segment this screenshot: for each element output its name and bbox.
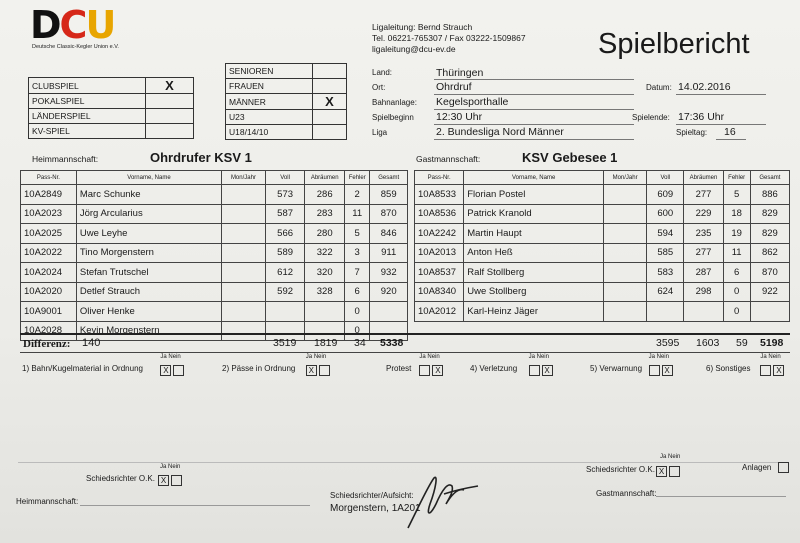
- player-year: [222, 185, 266, 205]
- player-row: [21, 302, 408, 322]
- logo-subtitle: Deutsche Classic-Kegler Union e.V.: [32, 44, 119, 50]
- player-row: [415, 204, 790, 224]
- home-total-voll: 3519: [273, 337, 297, 349]
- col-abr: Abräumen: [305, 171, 345, 185]
- sr-ok-right-boxes: [654, 463, 680, 481]
- col-gesamt: Gesamt: [750, 171, 789, 185]
- player-fehler: 6: [345, 282, 370, 302]
- category-box: [225, 63, 347, 140]
- player-row: [21, 204, 408, 224]
- player-abr: 298: [684, 282, 723, 302]
- player-name: Detlef Strauch: [76, 282, 221, 302]
- home-team-label: Heimmannschaft:: [32, 154, 99, 164]
- col-gesamt: Gesamt: [370, 171, 408, 185]
- player-abr: [305, 302, 345, 322]
- player-name: Oliver Henke: [76, 302, 221, 322]
- player-pass: 10A2012: [415, 302, 464, 322]
- player-year: [222, 204, 266, 224]
- game-type-row: [29, 124, 194, 139]
- player-gesamt: 886: [750, 185, 789, 205]
- player-abr: 286: [305, 185, 345, 205]
- game-type-mark[interactable]: [146, 109, 194, 124]
- player-year: [603, 282, 646, 302]
- player-abr: 283: [305, 204, 345, 224]
- sr-ok-left-nein-checkbox[interactable]: [171, 475, 182, 486]
- player-row: [21, 224, 408, 244]
- player-fehler: 0: [723, 282, 750, 302]
- player-pass: 10A9001: [21, 302, 77, 322]
- player-row: [415, 263, 790, 283]
- player-abr: 287: [684, 263, 723, 283]
- player-fehler: 6: [723, 263, 750, 283]
- check-ja-checkbox[interactable]: X: [160, 365, 171, 376]
- player-row: [415, 282, 790, 302]
- category-label: MÄNNER: [226, 94, 313, 110]
- guest-total-gesamt: 5198: [760, 337, 784, 349]
- dcu-logo: [30, 3, 120, 54]
- player-pass: 10A2028: [21, 321, 77, 341]
- category-label: U18/14/10: [226, 125, 313, 140]
- player-row: [21, 263, 408, 283]
- spieltag-value: 16: [724, 126, 736, 138]
- player-voll: 583: [647, 263, 684, 283]
- check-label: 2) Pässe in Ordnung: [222, 364, 296, 373]
- check-label: 4) Verletzung: [470, 364, 518, 373]
- game-type-mark[interactable]: [146, 94, 194, 109]
- check-nein-checkbox[interactable]: X: [773, 365, 784, 376]
- player-fehler: 11: [723, 243, 750, 263]
- game-type-box: [28, 77, 194, 139]
- player-year: [603, 185, 646, 205]
- player-gesamt: [370, 302, 408, 322]
- check-boxes: [647, 362, 673, 380]
- check-boxes: [304, 362, 330, 380]
- liga-value: 2. Bundesliga Nord Männer: [436, 126, 564, 138]
- contact-line-3: ligaleitung@dcu-ev.de: [372, 44, 456, 54]
- sr-ok-right-ja-checkbox[interactable]: X: [656, 466, 667, 477]
- game-type-label: POKALSPIEL: [29, 94, 146, 109]
- home-players-table: [20, 170, 408, 341]
- check-nein-checkbox[interactable]: X: [662, 365, 673, 376]
- home-total-abr: 1819: [314, 337, 338, 349]
- player-abr: 277: [684, 185, 723, 205]
- player-fehler: 18: [723, 204, 750, 224]
- check-label: Protest: [386, 364, 412, 373]
- player-gesamt: 829: [750, 204, 789, 224]
- col-voll: Voll: [647, 171, 684, 185]
- gast-sign-label: Gastmannschaft:: [596, 489, 657, 498]
- signature-icon: [400, 464, 490, 534]
- anlagen-checkbox[interactable]: [778, 462, 789, 473]
- game-type-label: LÄNDERSPIEL: [29, 109, 146, 124]
- player-voll: 600: [647, 204, 684, 224]
- game-type-label: KV-SPIEL: [29, 124, 146, 139]
- guest-total-abr: 1603: [696, 337, 720, 349]
- check-ja-checkbox[interactable]: [529, 365, 540, 376]
- game-type-row: [29, 94, 194, 109]
- col-year: Mon/Jahr: [603, 171, 646, 185]
- player-row: [21, 282, 408, 302]
- player-year: [222, 243, 266, 263]
- check-boxes: [527, 362, 553, 380]
- player-voll: 589: [265, 243, 305, 263]
- check-boxes: [417, 362, 443, 380]
- datum-value: 14.02.2016: [678, 81, 731, 93]
- check-ja-checkbox[interactable]: [760, 365, 771, 376]
- player-voll: 566: [265, 224, 305, 244]
- player-fehler: 2: [345, 185, 370, 205]
- col-name: Vorname, Name: [76, 171, 221, 185]
- player-abr: 328: [305, 282, 345, 302]
- col-fehler: Fehler: [345, 171, 370, 185]
- guest-total-voll: 3595: [656, 337, 680, 349]
- player-voll: 594: [647, 224, 684, 244]
- category-label: U23: [226, 110, 313, 125]
- player-gesamt: 846: [370, 224, 408, 244]
- player-fehler: 19: [723, 224, 750, 244]
- category-row: [226, 110, 347, 125]
- sr-ok-right-nein-checkbox[interactable]: [669, 466, 680, 477]
- bahn-label: Bahnanlage:: [372, 98, 417, 107]
- player-row: [415, 302, 790, 322]
- player-gesamt: 870: [370, 204, 408, 224]
- player-fehler: 5: [723, 185, 750, 205]
- player-abr: 235: [684, 224, 723, 244]
- col-fehler: Fehler: [723, 171, 750, 185]
- player-name: Ralf Stollberg: [464, 263, 604, 283]
- player-pass: 10A8533: [415, 185, 464, 205]
- player-year: [603, 224, 646, 244]
- player-name: Jörg Arcularius: [76, 204, 221, 224]
- category-label: SENIOREN: [226, 64, 313, 79]
- sr-ok-left-label: Schiedsrichter O.K.: [86, 474, 155, 483]
- player-gesamt: 911: [370, 243, 408, 263]
- player-voll: 592: [265, 282, 305, 302]
- sr-ok-left-ja-checkbox[interactable]: X: [158, 475, 169, 486]
- player-voll: 612: [265, 263, 305, 283]
- col-abr: Abräumen: [684, 171, 723, 185]
- player-pass: 10A2013: [415, 243, 464, 263]
- category-mark[interactable]: [313, 125, 347, 140]
- sr-ok-left-boxes: [156, 472, 182, 490]
- player-voll: [265, 302, 305, 322]
- check-ja-checkbox[interactable]: X: [306, 365, 317, 376]
- game-type-mark[interactable]: X: [146, 78, 194, 94]
- player-abr: 277: [684, 243, 723, 263]
- player-pass: 10A2242: [415, 224, 464, 244]
- player-voll: 609: [647, 185, 684, 205]
- check-ja-checkbox[interactable]: [419, 365, 430, 376]
- category-mark[interactable]: [313, 110, 347, 125]
- check-yesno: Ja Nein: [419, 354, 440, 360]
- player-gesamt: 922: [750, 282, 789, 302]
- player-voll: 587: [265, 204, 305, 224]
- check-label: 6) Sonstiges: [706, 364, 751, 373]
- player-year: [603, 243, 646, 263]
- player-year: [222, 263, 266, 283]
- ende-value: 17:36 Uhr: [678, 111, 725, 123]
- player-gesamt: 862: [750, 243, 789, 263]
- player-gesamt: 829: [750, 224, 789, 244]
- sr-ok-right-yesno: Ja Nein: [660, 454, 681, 460]
- player-abr: 320: [305, 263, 345, 283]
- ende-label: Spielende:: [632, 113, 670, 122]
- sr-ok-right-label: Schiedsrichter O.K.: [586, 465, 655, 474]
- player-pass: 10A8536: [415, 204, 464, 224]
- player-year: [222, 224, 266, 244]
- sr-ok-left-yesno: Ja Nein: [160, 464, 181, 470]
- col-voll: Voll: [265, 171, 305, 185]
- player-pass: 10A2020: [21, 282, 77, 302]
- game-type-row: [29, 109, 194, 124]
- player-fehler: 0: [345, 302, 370, 322]
- land-value: Thüringen: [436, 67, 484, 79]
- home-total-gesamt: 5338: [380, 337, 404, 349]
- check-label: 5) Verwarnung: [590, 364, 643, 373]
- check-nein-checkbox[interactable]: X: [432, 365, 443, 376]
- game-type-row: [29, 78, 194, 94]
- bahn-value: Kegelsporthalle: [436, 96, 509, 108]
- player-gesamt: 932: [370, 263, 408, 283]
- player-row: [21, 243, 408, 263]
- player-fehler: 3: [345, 243, 370, 263]
- player-name: Stefan Trutschel: [76, 263, 221, 283]
- check-yesno: Ja Nein: [760, 354, 781, 360]
- player-name: Martin Haupt: [464, 224, 604, 244]
- col-pass: Pass-Nr.: [21, 171, 77, 185]
- col-pass: Pass-Nr.: [415, 171, 464, 185]
- player-abr: 229: [684, 204, 723, 224]
- land-label: Land:: [372, 68, 393, 77]
- check-nein-checkbox[interactable]: [173, 365, 184, 376]
- match-info: [372, 66, 772, 141]
- check-yesno: Ja Nein: [160, 354, 181, 360]
- sr-sign-name: Morgenstern, 1A201: [330, 503, 421, 514]
- player-fehler: 7: [345, 263, 370, 283]
- check-nein-checkbox[interactable]: X: [542, 365, 553, 376]
- player-gesamt: [750, 302, 789, 322]
- game-type-label: CLUBSPIEL: [29, 78, 146, 94]
- col-name: Vorname, Name: [464, 171, 604, 185]
- anlagen-label: Anlagen: [742, 463, 772, 472]
- category-row: [226, 94, 347, 110]
- player-name: Uwe Stollberg: [464, 282, 604, 302]
- player-pass: 10A2849: [21, 185, 77, 205]
- category-row: [226, 64, 347, 79]
- home-total-fehler: 34: [354, 337, 366, 349]
- logo-text: DCU: [30, 3, 115, 47]
- liga-label: Liga: [372, 128, 388, 137]
- player-row: [21, 185, 408, 205]
- contact-line-1: Ligaleitung: Bernd Strauch: [372, 22, 473, 32]
- player-pass: 10A2022: [21, 243, 77, 263]
- check-yesno: Ja Nein: [305, 354, 327, 360]
- check-boxes: [158, 362, 184, 380]
- category-row: [226, 79, 347, 94]
- category-mark[interactable]: [313, 64, 347, 79]
- player-abr: 280: [305, 224, 345, 244]
- player-voll: 624: [647, 282, 684, 302]
- contact-block: [372, 22, 526, 55]
- player-pass: 10A8340: [415, 282, 464, 302]
- player-pass: 10A2024: [21, 263, 77, 283]
- player-fehler: 0: [723, 302, 750, 322]
- player-voll: [647, 302, 684, 322]
- category-mark[interactable]: X: [313, 94, 347, 110]
- player-row: [415, 224, 790, 244]
- beginn-value: 12:30 Uhr: [436, 111, 483, 123]
- col-year: Mon/Jahr: [222, 171, 266, 185]
- spieltag-label: Spieltag:: [676, 128, 708, 137]
- check-yesno: Ja Nein: [528, 354, 549, 360]
- player-voll: 585: [647, 243, 684, 263]
- player-name: Anton Heß: [464, 243, 604, 263]
- player-name: Marc Schunke: [76, 185, 221, 205]
- player-name: Florian Postel: [464, 185, 604, 205]
- player-pass: 10A2025: [21, 224, 77, 244]
- guest-players-table: [414, 170, 790, 322]
- home-team-name: Ohrdrufer KSV 1: [150, 150, 252, 165]
- heim-sign-label: Heimmannschaft:: [16, 497, 79, 506]
- player-year: [603, 302, 646, 322]
- player-abr: 322: [305, 243, 345, 263]
- page-title: Spielbericht: [598, 28, 750, 60]
- check-boxes: [758, 362, 784, 380]
- guest-total-fehler: 59: [736, 337, 748, 349]
- player-name: Patrick Kranold: [464, 204, 604, 224]
- check-label: 1) Bahn/Kugelmaterial in Ordnung: [22, 364, 143, 373]
- player-year: [222, 302, 266, 322]
- player-row: [415, 185, 790, 205]
- player-pass: 10A2023: [21, 204, 77, 224]
- differenz-label: Differenz:: [23, 338, 71, 350]
- player-fehler: 0: [345, 321, 370, 341]
- ort-value: Ohrdruf: [436, 81, 472, 93]
- player-voll: 573: [265, 185, 305, 205]
- beginn-label: Spielbeginn: [372, 113, 414, 122]
- category-mark[interactable]: [313, 79, 347, 94]
- check-ja-checkbox[interactable]: [649, 365, 660, 376]
- player-name: Karl-Heinz Jäger: [464, 302, 604, 322]
- sr-sign-label: Schiedsrichter/Aufsicht:: [330, 491, 414, 500]
- player-row: [415, 243, 790, 263]
- category-label: FRAUEN: [226, 79, 313, 94]
- datum-label: Datum:: [646, 83, 672, 92]
- check-yesno: Ja Nein: [648, 354, 669, 360]
- check-nein-checkbox[interactable]: [319, 365, 330, 376]
- category-row: [226, 125, 347, 140]
- player-gesamt: 870: [750, 263, 789, 283]
- player-name: Tino Morgenstern: [76, 243, 221, 263]
- player-fehler: 11: [345, 204, 370, 224]
- player-year: [603, 263, 646, 283]
- totals-row: [20, 333, 790, 353]
- player-pass: 10A8537: [415, 263, 464, 283]
- guest-team-label: Gastmannschaft:: [416, 154, 481, 164]
- player-year: [603, 204, 646, 224]
- player-abr: [684, 302, 723, 322]
- player-gesamt: 920: [370, 282, 408, 302]
- game-type-mark[interactable]: [146, 124, 194, 139]
- player-gesamt: 859: [370, 185, 408, 205]
- contact-line-2: Tel. 06221-765307 / Fax 03222-1509867: [372, 33, 526, 43]
- guest-team-name: KSV Gebesee 1: [522, 150, 618, 165]
- player-name: Kevin Morgenstern: [76, 321, 221, 341]
- ort-label: Ort:: [372, 83, 386, 92]
- differenz-value: 140: [82, 337, 101, 349]
- player-fehler: 5: [345, 224, 370, 244]
- player-year: [222, 282, 266, 302]
- player-name: Uwe Leyhe: [76, 224, 221, 244]
